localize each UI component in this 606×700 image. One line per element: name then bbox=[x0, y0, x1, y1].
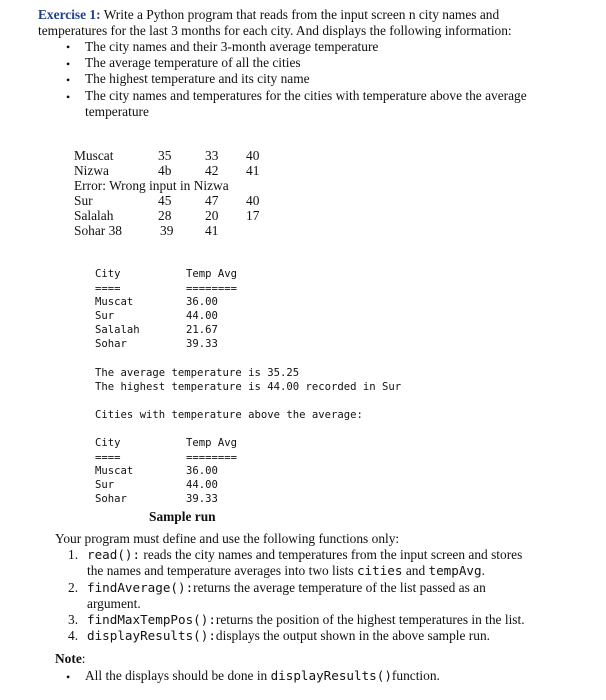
requirement-text: reads the city names and temperatures from the input screen and stores bbox=[140, 547, 523, 562]
exercise-title: Exercise 1: bbox=[38, 7, 101, 22]
input-temp: 4b bbox=[158, 163, 172, 178]
input-city: Salalah bbox=[74, 208, 114, 223]
input-city: Muscat bbox=[74, 148, 114, 163]
requirement-findmaxtemppos bbox=[87, 612, 525, 628]
requirement-read bbox=[87, 547, 522, 563]
code-tempavg: tempAvg bbox=[428, 563, 482, 578]
table-cell-temp: 36.00 bbox=[186, 465, 218, 477]
average-line: The average temperature is 35.25 bbox=[95, 367, 300, 379]
code-cities: cities bbox=[356, 563, 403, 578]
input-temp: 20 bbox=[205, 208, 219, 223]
input-temp: 39 bbox=[160, 223, 174, 238]
requirement-text: the names and temperature averages into two lists bbox=[87, 563, 357, 578]
column-header-city: City bbox=[95, 268, 121, 280]
input-city: Sur bbox=[74, 193, 93, 208]
requirement-number: 4. bbox=[68, 628, 79, 643]
function-name: findAverage(): bbox=[87, 580, 194, 595]
input-temp: 28 bbox=[158, 208, 172, 223]
table-cell-temp: 44.00 bbox=[186, 479, 218, 491]
bullet-item: The average temperature of all the cities bbox=[85, 55, 301, 70]
table-cell-city: Sur bbox=[95, 310, 115, 322]
table-cell-city: Salalah bbox=[95, 324, 140, 336]
requirement-text: and bbox=[402, 563, 429, 578]
input-temp: 40 bbox=[246, 193, 260, 208]
input-temp: 41 bbox=[246, 163, 260, 178]
bullet-item: The city names and temperatures for the cities with temperature above the average bbox=[85, 88, 527, 103]
table-cell-city: Muscat bbox=[95, 296, 134, 308]
table-cell-temp: 39.33 bbox=[186, 338, 218, 350]
exercise-intro-line1 bbox=[38, 7, 499, 23]
requirement-period: . bbox=[481, 563, 485, 578]
requirement-text: displays the output shown in the above sample run. bbox=[215, 628, 491, 643]
function-name: read(): bbox=[87, 547, 141, 562]
table-cell-city: Sohar bbox=[95, 493, 127, 505]
requirements-intro: Your program must define and use the following functions only: bbox=[55, 531, 400, 546]
table-cell-temp: 44.00 bbox=[186, 310, 218, 322]
requirement-displayresults bbox=[87, 628, 490, 644]
table-cell-temp: 36.00 bbox=[186, 296, 218, 308]
requirement-text: returns the position of the highest temperatures in the list. bbox=[215, 612, 525, 627]
column-underline: ==== bbox=[95, 452, 121, 464]
input-temp: 47 bbox=[205, 193, 219, 208]
input-city: Nizwa bbox=[74, 163, 109, 178]
bullet-dot: • bbox=[66, 73, 71, 87]
exercise-intro-text: Write a Python program that reads from the input screen n city names and bbox=[103, 7, 500, 22]
note-colon: : bbox=[81, 651, 86, 666]
note-heading bbox=[55, 651, 86, 667]
sample-run-caption: Sample run bbox=[149, 509, 216, 524]
bullet-item-continuation: temperature bbox=[85, 104, 149, 119]
note-text-end: function. bbox=[391, 668, 440, 683]
table-cell-city: Sur bbox=[95, 479, 115, 491]
input-temp: 35 bbox=[158, 148, 172, 163]
input-temp: 41 bbox=[205, 223, 219, 238]
input-temp: 17 bbox=[246, 208, 260, 223]
note-label: Note bbox=[55, 651, 82, 666]
requirement-number: 2. bbox=[68, 580, 79, 595]
requirement-number: 3. bbox=[68, 612, 79, 627]
input-temp: 45 bbox=[158, 193, 172, 208]
function-name: findMaxTempPos(): bbox=[87, 612, 216, 627]
table-cell-temp: 21.67 bbox=[186, 324, 218, 336]
table-cell-city: Sohar bbox=[95, 338, 127, 350]
column-header-temp: Temp Avg bbox=[186, 268, 238, 280]
table-cell-city: Muscat bbox=[95, 465, 134, 477]
note-bullet bbox=[85, 668, 440, 684]
requirement-findaverage-continuation: argument. bbox=[87, 596, 141, 611]
bullet-item: The highest temperature and its city name bbox=[85, 71, 310, 86]
input-error-message: Error: Wrong input in Nizwa bbox=[74, 178, 229, 193]
input-temp: 42 bbox=[205, 163, 219, 178]
column-underline: ======== bbox=[186, 452, 238, 464]
input-temp: 40 bbox=[246, 148, 260, 163]
bullet-item: The city names and their 3-month average temperature bbox=[85, 39, 379, 54]
note-text: All the displays should be done in bbox=[85, 668, 271, 683]
table-cell-temp: 39.33 bbox=[186, 493, 218, 505]
column-underline: ======== bbox=[186, 283, 238, 295]
input-city: Sohar 38 bbox=[74, 223, 122, 238]
code-displayresults: displayResults() bbox=[270, 668, 392, 683]
requirement-findaverage bbox=[87, 580, 486, 596]
bullet-dot: • bbox=[66, 90, 71, 104]
bullet-dot: • bbox=[66, 40, 71, 54]
bullet-dot: • bbox=[66, 670, 71, 684]
above-average-heading: Cities with temperature above the average: bbox=[95, 409, 363, 421]
exercise-intro-line2: temperatures for the last 3 months for each city. And displays the following information: bbox=[38, 23, 512, 38]
bullet-dot: • bbox=[66, 57, 71, 71]
requirement-read-continuation bbox=[87, 563, 485, 579]
requirement-number: 1. bbox=[68, 547, 79, 562]
column-header-temp: Temp Avg bbox=[186, 437, 238, 449]
highest-line: The highest temperature is 44.00 recorded in Sur bbox=[95, 381, 402, 393]
function-name: displayResults(): bbox=[87, 628, 216, 643]
input-temp: 33 bbox=[205, 148, 219, 163]
requirement-text: returns the average temperature of the list passed as an bbox=[193, 580, 486, 595]
column-header-city: City bbox=[95, 437, 121, 449]
column-underline: ==== bbox=[95, 283, 121, 295]
